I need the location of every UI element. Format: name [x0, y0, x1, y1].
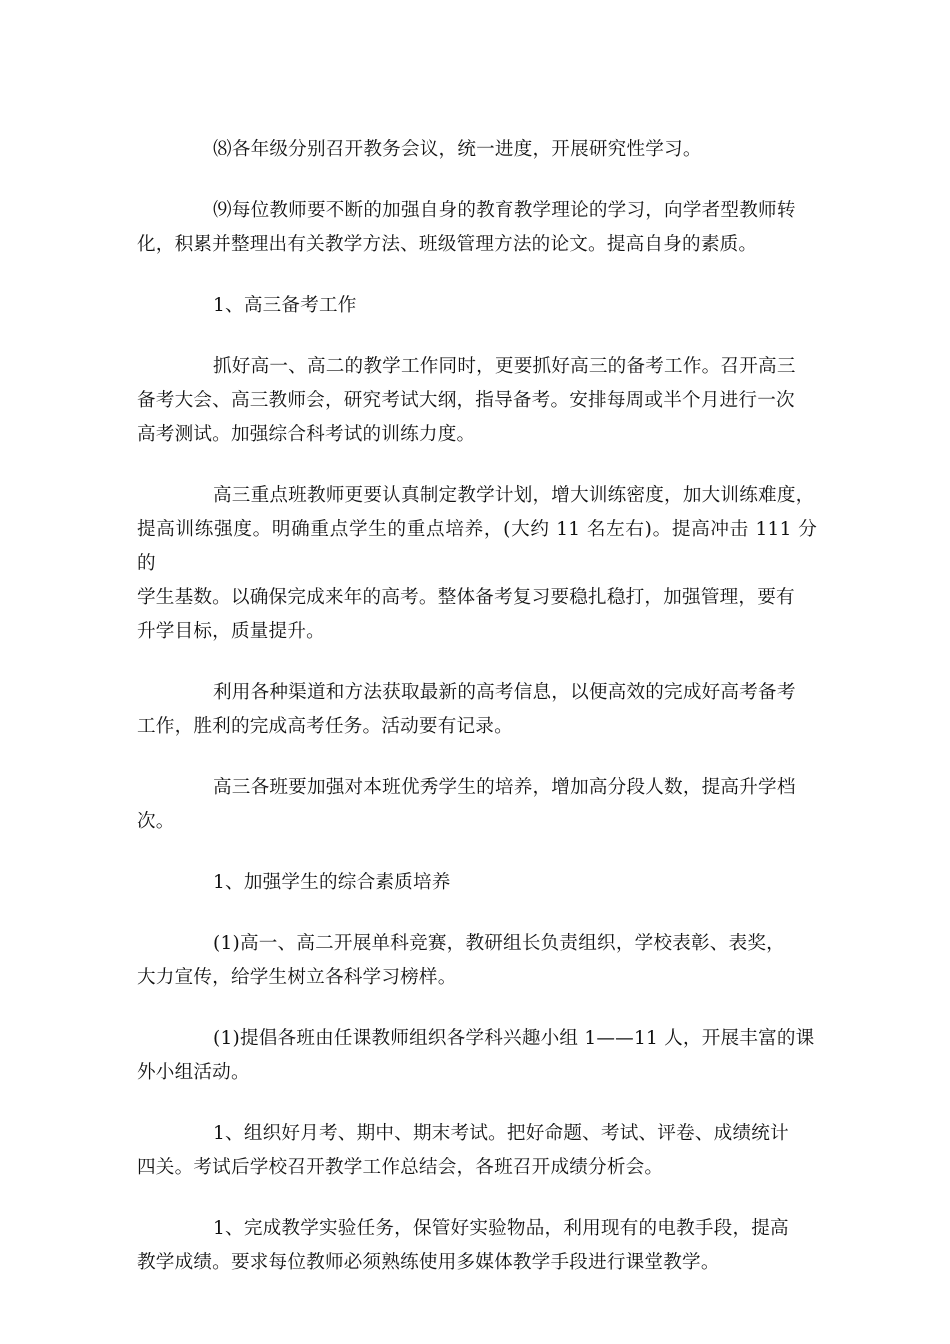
text-line: 高三重点班教师更要认真制定教学计划，增大训练密度，加大训练难度，	[213, 485, 815, 506]
text-line: 工作，胜利的完成高考任务。活动要有记录。	[137, 716, 513, 737]
section-heading	[137, 866, 817, 900]
text-line: 大力宣传，给学生树立各科学习榜样。	[137, 967, 457, 988]
text-line: 学生基数。以确保完成来年的高考。整体备考复习要稳扎稳打，加强管理，要有	[137, 587, 795, 608]
paragraph	[137, 350, 817, 452]
text-line: 四关。考试后学校召开教学工作总结会，各班召开成绩分析会。	[137, 1157, 664, 1178]
text-line: 外小组活动。	[137, 1062, 250, 1083]
paragraph	[137, 1022, 817, 1090]
text-line: ⑻各年级分别召开教务会议，统一进度，开展研究性学习。	[213, 139, 702, 160]
text-line: 1、高三备考工作	[213, 295, 357, 316]
text-line: 升学目标，质量提升。	[137, 621, 325, 642]
paragraph	[137, 676, 817, 744]
text-line: (1)高一、高二开展单科竞赛，教研组长负责组织，学校表彰、表奖，	[213, 933, 785, 954]
text-line: 高三各班要加强对本班优秀学生的培养，增加高分段人数，提高升学档	[213, 777, 796, 798]
paragraph	[137, 133, 817, 167]
paragraph	[137, 771, 817, 839]
paragraph	[137, 479, 817, 649]
document-body	[137, 133, 817, 1307]
paragraph	[137, 1117, 817, 1185]
text-line: 备考大会、高三教师会，研究考试大纲，指导备考。安排每周或半个月进行一次	[137, 390, 795, 411]
text-line: 利用各种渠道和方法获取最新的高考信息，以便高效的完成好高考备考	[213, 682, 796, 703]
text-line: 提高训练强度。明确重点学生的重点培养，(大约 11 名左右)。提高冲击 111 分的	[137, 519, 817, 574]
text-line: 化，积累并整理出有关教学方法、班级管理方法的论文。提高自身的素质。	[137, 234, 758, 255]
text-line: ⑼每位教师要不断的加强自身的教育教学理论的学习，向学者型教师转	[213, 200, 796, 221]
text-line: 高考测试。加强综合科考试的训练力度。	[137, 424, 476, 445]
text-line: 1、加强学生的综合素质培养	[213, 872, 451, 893]
text-line: 抓好高一、高二的教学工作同时，更要抓好高三的备考工作。召开高三	[213, 356, 796, 377]
text-line: (1)提倡各班由任课教师组织各学科兴趣小组 1——11 人，开展丰富的课	[213, 1028, 815, 1049]
text-line: 次。	[137, 811, 175, 832]
paragraph	[137, 927, 817, 995]
text-line: 教学成绩。要求每位教师必须熟练使用多媒体教学手段进行课堂教学。	[137, 1252, 720, 1273]
section-heading	[137, 289, 817, 323]
text-line: 1、组织好月考、期中、期末考试。把好命题、考试、评卷、成绩统计	[213, 1123, 789, 1144]
paragraph	[137, 1212, 817, 1280]
paragraph	[137, 194, 817, 262]
text-line: 1、完成教学实验任务，保管好实验物品，利用现有的电教手段，提高	[213, 1218, 789, 1239]
